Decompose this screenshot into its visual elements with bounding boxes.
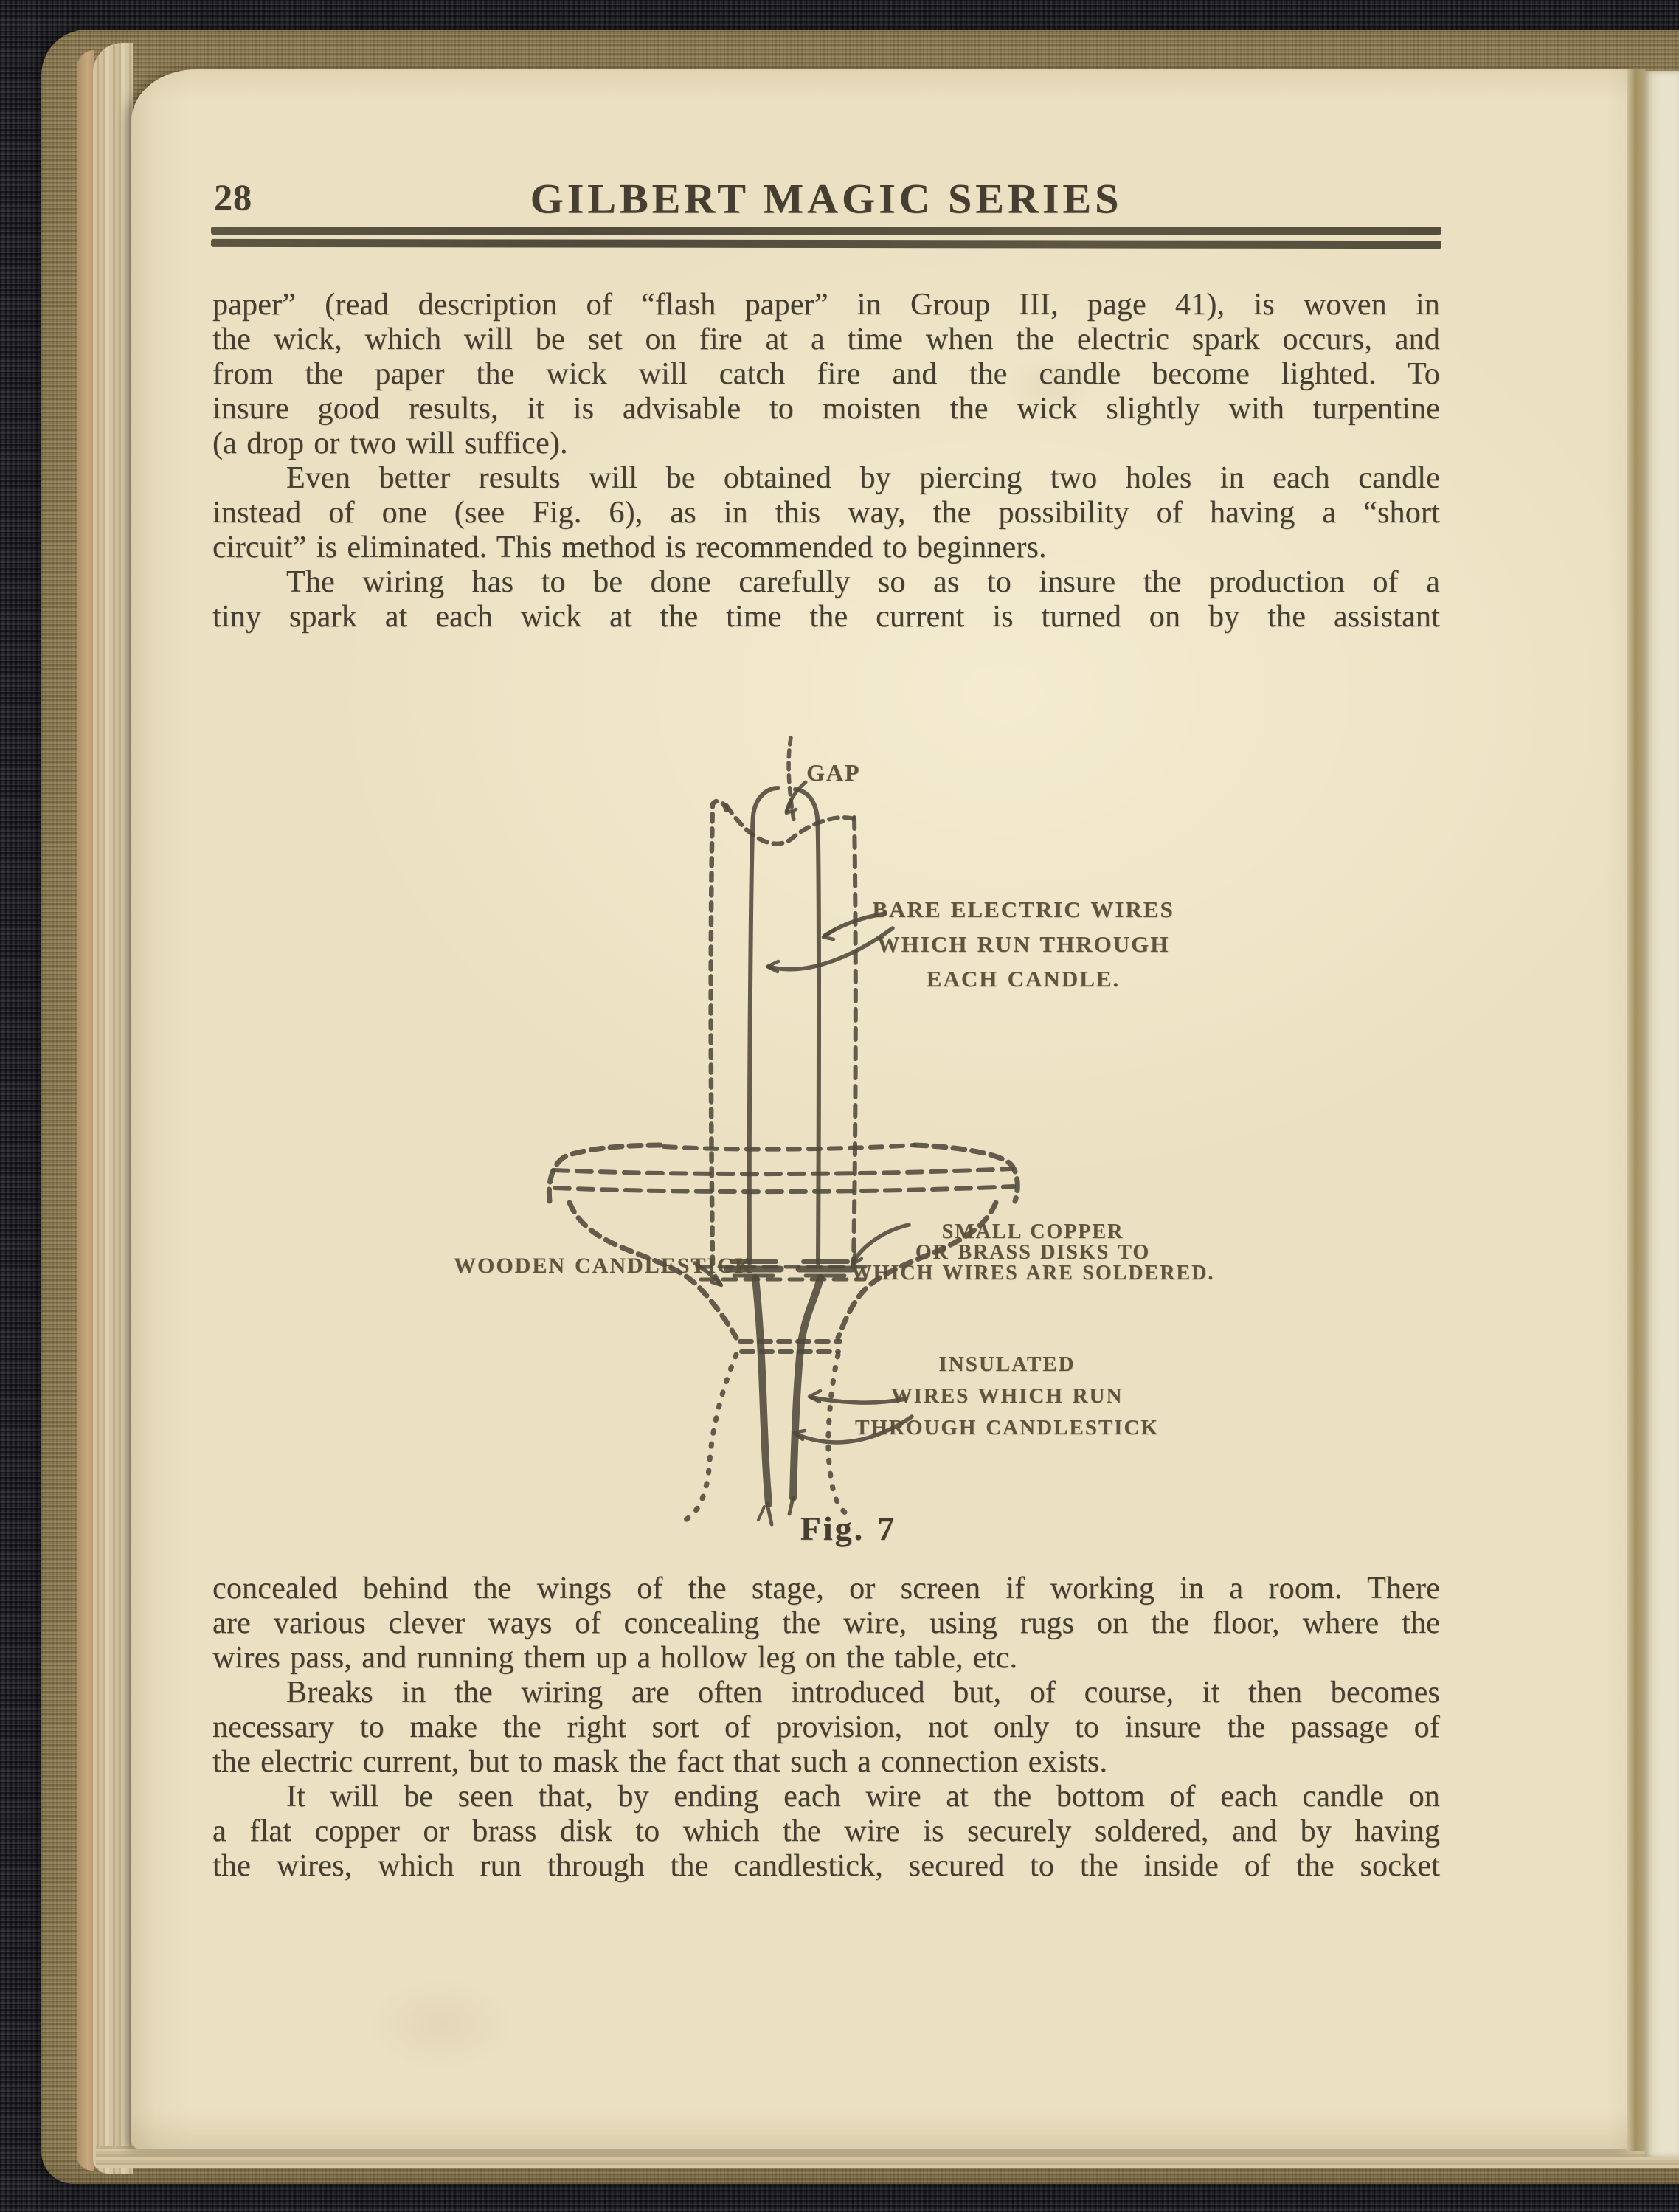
header-double-rule-bottom — [211, 239, 1441, 249]
text-line: necessary to make the right sort of provision, not only to insure the passage of — [212, 1710, 1440, 1744]
text-line: insure good results, it is advisable to moisten the wick slightly with turpentine — [212, 392, 1440, 426]
candlestick-rim — [549, 1145, 1017, 1201]
candle-diagram-drawing — [443, 723, 1284, 1549]
text-line: circuit” is eliminated. This method is recommended to beginners. — [212, 530, 1047, 564]
label-insulated: INSULATED WIRES WHICH RUN THROUGH CANDLESTICK — [855, 1352, 1159, 1439]
candle-outline-left — [711, 801, 727, 1264]
text-line: concealed behind the wings of the stage, or screen if working in a room. There — [212, 1572, 1440, 1606]
page-edge-stack — [93, 43, 133, 2174]
label-candlestick: WOODEN CANDLESTICK — [454, 1254, 754, 1278]
figure-candle-diagram — [212, 635, 1440, 1572]
body-text-upper — [212, 288, 1440, 635]
header-title: GILBERT MAGIC SERIES — [530, 175, 1123, 223]
text-line: (a drop or two will suffice). — [212, 426, 568, 460]
label-bare-wires: BARE ELECTRIC WIRES WHICH RUN THROUGH EACH CANDLE. — [872, 896, 1174, 992]
page-gutter-crease — [1627, 69, 1645, 2151]
label-disks: SMALL COPPER OR BRASS DISKS TO WHICH WIRES ARE SOLDERED. — [851, 1220, 1215, 1285]
text-line: It will be seen that, by ending each wire at the bottom of each candle on — [286, 1780, 1440, 1814]
text-line: a flat copper or brass disk to which the wire is securely soldered, and by having — [212, 1814, 1440, 1848]
text-line: wires pass, and running them up a hollow leg on the table, etc. — [212, 1641, 1018, 1675]
text-line: the wires, which run through the candlestick, secured to the inside of the socket — [212, 1849, 1440, 1883]
page-edge-strip — [77, 50, 94, 2171]
text-line: Breaks in the wiring are often introduced but, of course, it then becomes — [286, 1676, 1440, 1710]
text-line: are various clever ways of concealing the wire, using rugs on the floor, where the — [212, 1606, 1440, 1640]
insulated-wires — [755, 1278, 820, 1524]
candle-outline-right — [854, 818, 856, 1264]
figure-caption: Fig. 7 — [800, 1510, 897, 1547]
adjacent-page — [1645, 71, 1679, 2157]
text-line: from the paper the wick will catch fire and the candle become lighted. To — [212, 357, 1440, 391]
text-line: tiny spark at each wick at the time the current is turned on by the assistant — [212, 600, 1440, 634]
text-line: the electric current, but to mask the fact that such a connection exists. — [212, 1745, 1108, 1779]
text-line: instead of one (see Fig. 6), as in this way, the possibility of having a “short — [212, 496, 1440, 530]
header-double-rule-top — [211, 227, 1441, 235]
gap-label: GAP — [806, 759, 861, 786]
text-line: the wick, which will be set on fire at a time when the electric spark occurs, and — [212, 322, 1440, 356]
text-line: The wiring has to be done carefully so as to insure the production of a — [286, 565, 1440, 599]
body-text — [212, 288, 1440, 1884]
page-number: 28 — [214, 176, 252, 218]
body-text-lower — [212, 1572, 1440, 1884]
page-edge-stack-bottom — [96, 2146, 1679, 2168]
text-line: paper” (read description of “flash paper” in Group III, page 41), is woven in — [212, 288, 1440, 322]
text-line: Even better results will be obtained by piercing two holes in each candle — [286, 461, 1440, 495]
